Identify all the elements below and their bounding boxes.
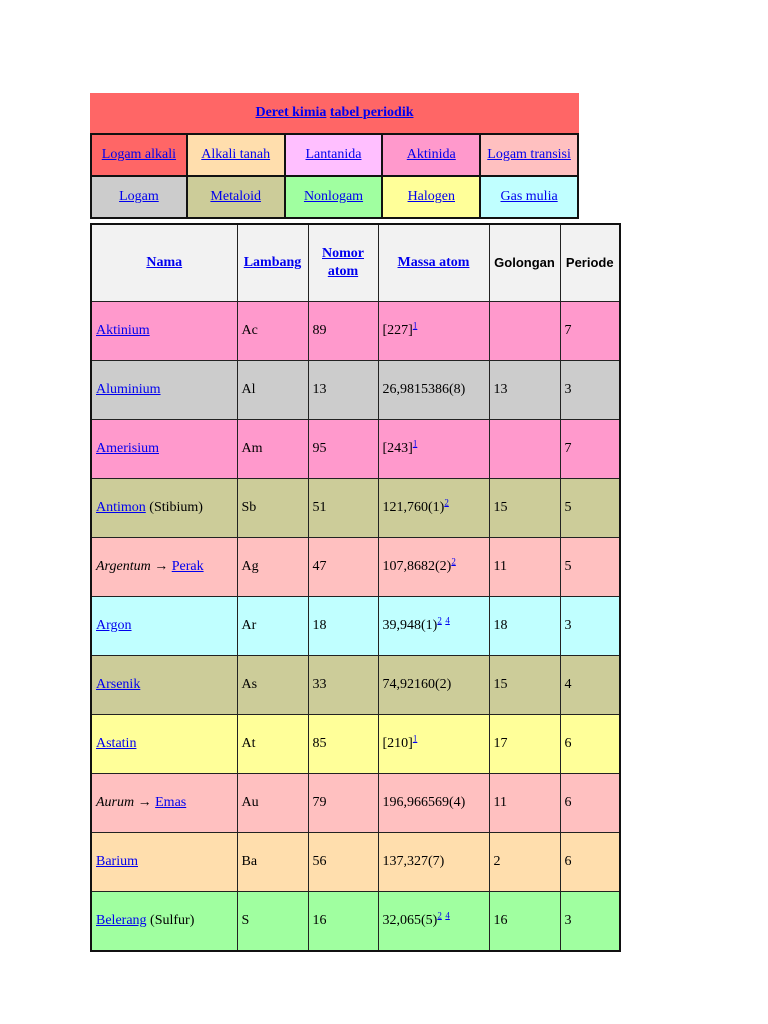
legend-cell-lantanida[interactable] xyxy=(286,133,384,177)
deret-kimia-link[interactable]: Deret kimia xyxy=(255,105,327,120)
footnote-link[interactable]: 2 xyxy=(437,615,442,626)
header-lambang-link[interactable]: Lambang xyxy=(243,255,302,270)
mass-value: 32,065(5) xyxy=(382,913,438,928)
cell-lambang: Am xyxy=(237,420,308,479)
cell-golongan xyxy=(489,420,560,479)
cell-periode: 5 xyxy=(560,479,620,538)
cell-lambang: Sb xyxy=(237,479,308,538)
cell-nomor-atom: 56 xyxy=(308,833,378,892)
mass-value: 74,92160(2) xyxy=(382,677,452,692)
legend-cell-gas-mulia[interactable] xyxy=(481,177,579,219)
legend-row-1 xyxy=(90,133,579,177)
cell-periode: 6 xyxy=(560,774,620,833)
footnote-link[interactable]: 2 xyxy=(444,497,449,508)
cell-massa-atom xyxy=(378,656,489,715)
cell-lambang: Ac xyxy=(237,302,308,361)
mass-value: 107,8682(2) xyxy=(382,559,452,574)
legend-link-logam-transisi[interactable]: Logam transisi xyxy=(487,147,571,162)
cell-periode: 3 xyxy=(560,361,620,420)
footnote-ref xyxy=(413,733,418,743)
table-row xyxy=(91,656,620,715)
cell-periode: 7 xyxy=(560,420,620,479)
header-lambang[interactable] xyxy=(237,224,308,302)
table-body xyxy=(91,302,620,952)
legend-cell-nonlogam[interactable] xyxy=(286,177,384,219)
legend-title-row xyxy=(90,93,579,133)
table-row xyxy=(91,597,620,656)
table-row xyxy=(91,420,620,479)
table-row xyxy=(91,361,620,420)
mass-value: 196,966569(4) xyxy=(382,795,466,810)
legend-link-halogen[interactable]: Halogen xyxy=(407,189,455,204)
legend-row-2 xyxy=(90,177,579,219)
cell-nomor-atom: 89 xyxy=(308,302,378,361)
footnote-ref xyxy=(437,910,442,920)
cell-nomor-atom: 33 xyxy=(308,656,378,715)
cell-periode: 7 xyxy=(560,302,620,361)
element-name-link[interactable]: Emas xyxy=(155,795,187,810)
footnote-link[interactable]: 4 xyxy=(445,910,450,921)
element-name-link[interactable]: Aktinium xyxy=(96,323,150,338)
cell-lambang: Ag xyxy=(237,538,308,597)
element-name-link[interactable]: Perak xyxy=(171,559,204,574)
element-name-link[interactable]: Aluminium xyxy=(96,382,161,397)
cell-golongan xyxy=(489,302,560,361)
cell-lambang: Al xyxy=(237,361,308,420)
cell-nama xyxy=(91,597,237,656)
legend-cell-alkali-tanah[interactable] xyxy=(188,133,286,177)
cell-massa-atom xyxy=(378,361,489,420)
cell-golongan: 2 xyxy=(489,833,560,892)
element-name-link[interactable]: Argon xyxy=(96,618,132,633)
cell-lambang: S xyxy=(237,892,308,952)
table-row xyxy=(91,715,620,774)
cell-periode: 3 xyxy=(560,597,620,656)
legend-link-logam[interactable]: Logam xyxy=(119,189,159,204)
legend-cell-metaloid[interactable] xyxy=(188,177,286,219)
legend-link-lantanida[interactable]: Lantanida xyxy=(305,147,362,162)
table-row xyxy=(91,892,620,952)
mass-value: [243] xyxy=(382,441,413,456)
footnote-link[interactable]: 4 xyxy=(445,615,450,626)
mass-value: 26,9815386(8) xyxy=(382,382,466,397)
cell-nama xyxy=(91,833,237,892)
footnote-ref xyxy=(445,615,450,625)
cell-massa-atom xyxy=(378,597,489,656)
cell-nama xyxy=(91,656,237,715)
cell-massa-atom xyxy=(378,774,489,833)
cell-golongan: 11 xyxy=(489,538,560,597)
cell-nama xyxy=(91,420,237,479)
tabel-periodik-link[interactable]: tabel periodik xyxy=(329,105,414,120)
cell-golongan: 18 xyxy=(489,597,560,656)
table-row xyxy=(91,774,620,833)
cell-periode: 6 xyxy=(560,715,620,774)
cell-golongan: 16 xyxy=(489,892,560,952)
element-alt-name: (Stibium) xyxy=(149,500,203,515)
cell-nomor-atom: 51 xyxy=(308,479,378,538)
cell-nama xyxy=(91,361,237,420)
cell-nama xyxy=(91,302,237,361)
cell-periode: 5 xyxy=(560,538,620,597)
cell-nomor-atom: 13 xyxy=(308,361,378,420)
cell-massa-atom xyxy=(378,833,489,892)
mass-value: [227] xyxy=(382,323,413,338)
footnote-link[interactable]: 1 xyxy=(412,733,418,744)
footnote-ref xyxy=(413,438,418,448)
header-nama-link[interactable]: Nama xyxy=(146,255,183,270)
footnote-ref xyxy=(437,615,442,625)
header-periode: Periode xyxy=(560,224,620,302)
cell-golongan: 11 xyxy=(489,774,560,833)
header-golongan: Golongan xyxy=(489,224,560,302)
cell-nama xyxy=(91,538,237,597)
table-row xyxy=(91,833,620,892)
cell-golongan: 13 xyxy=(489,361,560,420)
element-latin-name: Aurum → xyxy=(96,795,152,810)
footnote-link[interactable]: 1 xyxy=(412,438,418,449)
legend-cell-logam-alkali[interactable] xyxy=(90,133,188,177)
cell-nama xyxy=(91,774,237,833)
cell-periode: 4 xyxy=(560,656,620,715)
legend-link-aktinida[interactable]: Aktinida xyxy=(406,147,456,162)
element-name-link[interactable]: Arsenik xyxy=(96,677,141,692)
legend-cell-halogen[interactable] xyxy=(383,177,481,219)
mass-value: 121,760(1) xyxy=(382,500,445,515)
legend-cell-logam[interactable] xyxy=(90,177,188,219)
cell-massa-atom xyxy=(378,302,489,361)
footnote-link[interactable]: 2 xyxy=(451,556,456,567)
legend-cell-logam-transisi[interactable] xyxy=(481,133,579,177)
cell-nomor-atom: 16 xyxy=(308,892,378,952)
cell-massa-atom xyxy=(378,420,489,479)
header-nama[interactable] xyxy=(91,224,237,302)
header-nomor-line1: Nomor xyxy=(322,246,364,261)
cell-nomor-atom: 95 xyxy=(308,420,378,479)
cell-golongan: 15 xyxy=(489,656,560,715)
cell-golongan: 17 xyxy=(489,715,560,774)
table-row xyxy=(91,538,620,597)
elements-table xyxy=(90,223,621,952)
footnote-ref xyxy=(445,910,450,920)
element-name-link[interactable]: Amerisium xyxy=(96,441,159,456)
legend-title-cell xyxy=(90,93,579,133)
cell-nomor-atom: 79 xyxy=(308,774,378,833)
header-massa-link[interactable]: Massa atom xyxy=(397,255,470,270)
element-latin-name: Argentum → xyxy=(96,559,169,574)
table-row xyxy=(91,302,620,361)
mass-value: [210] xyxy=(382,736,413,751)
cell-massa-atom xyxy=(378,715,489,774)
footnote-link[interactable]: 2 xyxy=(437,910,442,921)
header-massa-atom[interactable] xyxy=(378,224,489,302)
cell-nama xyxy=(91,892,237,952)
cell-lambang: Ba xyxy=(237,833,308,892)
cell-massa-atom xyxy=(378,892,489,952)
cell-massa-atom xyxy=(378,479,489,538)
legend-link-gas-mulia[interactable]: Gas mulia xyxy=(500,189,558,204)
legend-link-nonlogam[interactable]: Nonlogam xyxy=(303,189,364,204)
cell-nama xyxy=(91,479,237,538)
element-name-link[interactable]: Belerang xyxy=(96,913,147,928)
cell-nomor-atom: 47 xyxy=(308,538,378,597)
legend-cell-aktinida[interactable] xyxy=(383,133,481,177)
cell-nomor-atom: 85 xyxy=(308,715,378,774)
footnote-ref xyxy=(413,320,418,330)
header-nomor-line2: atom xyxy=(327,264,359,279)
mass-value: 137,327(7) xyxy=(382,854,445,869)
cell-golongan: 15 xyxy=(489,479,560,538)
element-name-link[interactable]: Barium xyxy=(96,854,138,869)
cell-lambang: Au xyxy=(237,774,308,833)
element-name-link[interactable]: Antimon xyxy=(96,500,146,515)
element-alt-name: (Sulfur) xyxy=(150,913,195,928)
cell-lambang: Ar xyxy=(237,597,308,656)
cell-periode: 6 xyxy=(560,833,620,892)
footnote-ref xyxy=(444,497,449,507)
cell-lambang: As xyxy=(237,656,308,715)
cell-lambang: At xyxy=(237,715,308,774)
legend-table xyxy=(90,93,579,219)
legend-link-metaloid[interactable]: Metaloid xyxy=(210,189,261,204)
cell-nama xyxy=(91,715,237,774)
legend-link-logam-alkali[interactable]: Logam alkali xyxy=(101,147,177,162)
cell-nomor-atom: 18 xyxy=(308,597,378,656)
table-header-row xyxy=(91,224,620,302)
table-row xyxy=(91,479,620,538)
legend-link-alkali-tanah[interactable]: Alkali tanah xyxy=(201,147,271,162)
cell-periode: 3 xyxy=(560,892,620,952)
mass-value: 39,948(1) xyxy=(382,618,438,633)
header-nomor-atom[interactable] xyxy=(308,224,378,302)
footnote-ref xyxy=(451,556,456,566)
cell-massa-atom xyxy=(378,538,489,597)
footnote-link[interactable]: 1 xyxy=(412,320,418,331)
header-nomor-link[interactable] xyxy=(322,246,364,279)
element-name-link[interactable]: Astatin xyxy=(96,736,137,751)
